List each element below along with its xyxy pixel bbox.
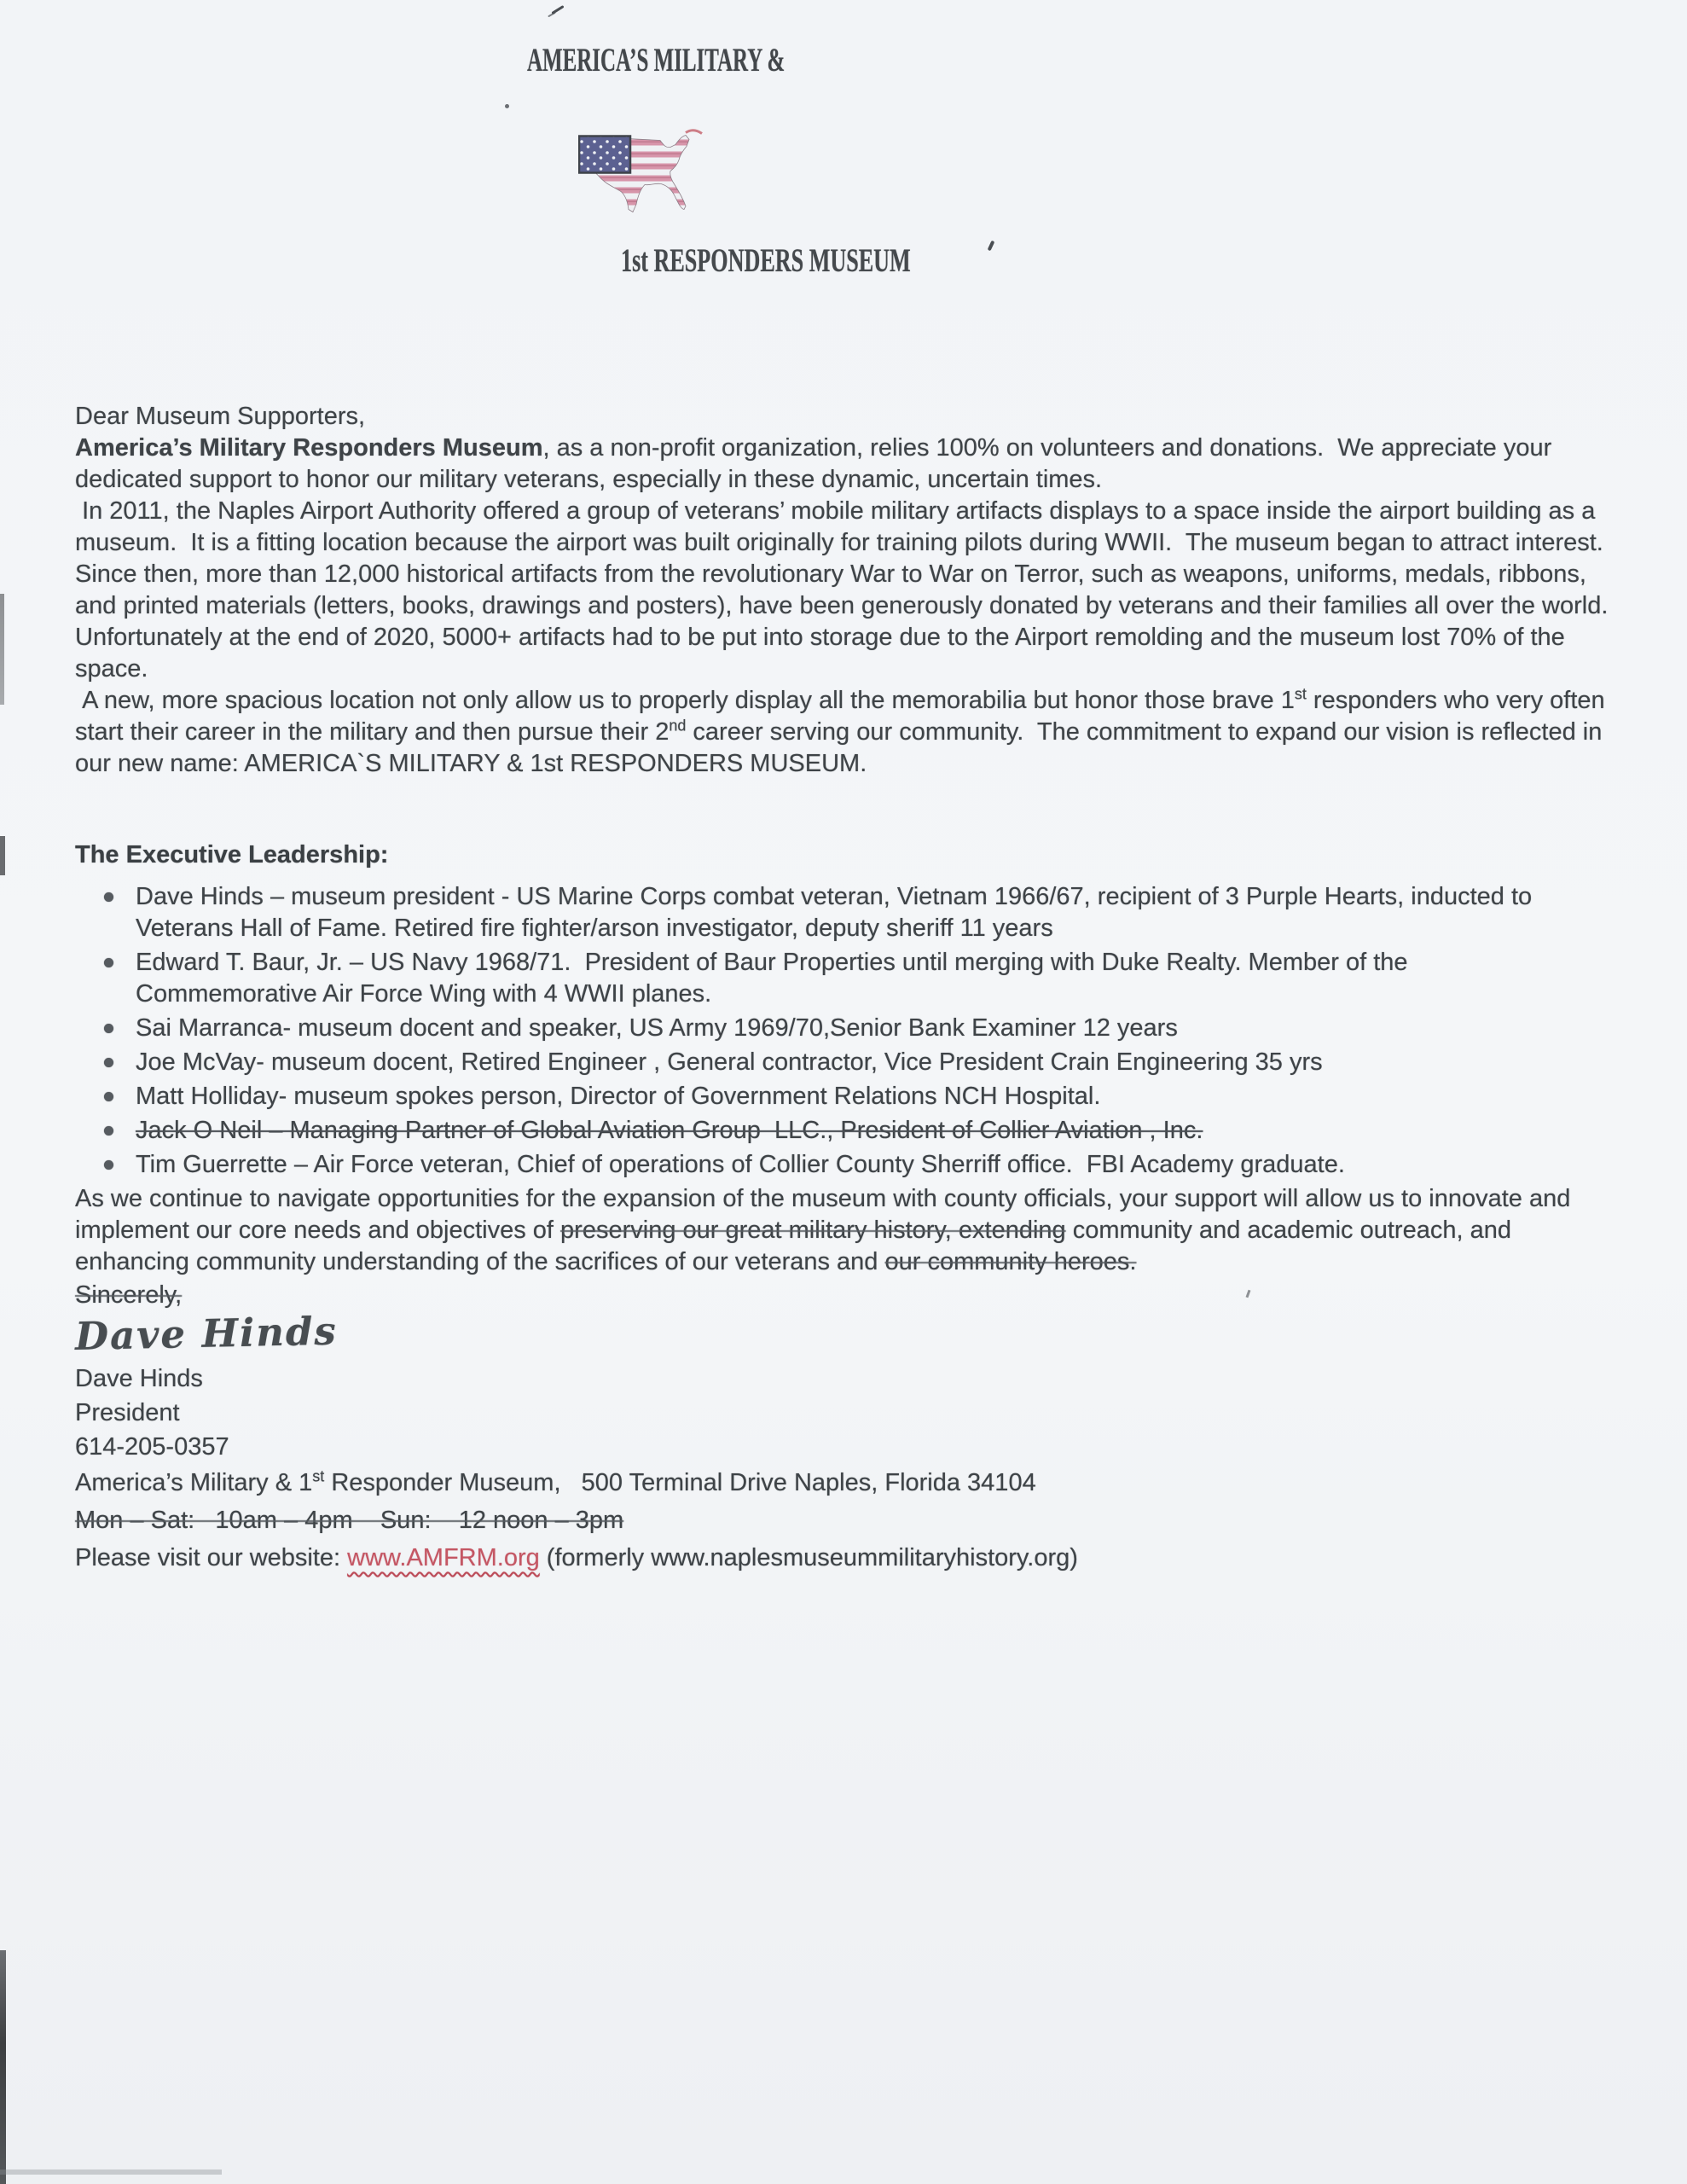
list-item-sai-marranca: Sai Marranca- museum docent and speaker, US Army 1969/70,Senior Bank Examiner 12 years <box>104 1013 1609 1044</box>
superscript-nd: nd <box>669 717 687 735</box>
list-item-dave-hinds: Dave Hinds – museum president - US Marine Corps combat veteran, Vietnam 1966/67, recipient of 3 Purple Hearts, inducted to Veterans Hall of Fame. Retired fire fighter/arson investigator, deputy sheriff 11 years <box>104 881 1609 944</box>
signer-title: President <box>75 1399 180 1426</box>
scan-speck <box>548 12 556 18</box>
letter-title-line2: 1st RESPONDERS MUSEUM <box>621 242 911 279</box>
bullet-icon <box>104 1024 113 1033</box>
list-item-tim-guerrette: Tim Guerrette – Air Force veteran, Chief of operations of Collier County Sherriff office. FBI Academy graduate. <box>104 1149 1609 1181</box>
list-item-jack-o-neil: Jack O Neil – Managing Partner of Global Aviation Group LLC., President of Collier Aviation , Inc. <box>104 1115 1609 1147</box>
bullet-icon <box>104 1058 113 1067</box>
letter-body <box>74 401 1625 1577</box>
list-item-joe-mcvay: Joe McVay- museum docent, Retired Engineer , General contractor, Vice President Crain Engineering 35 yrs <box>104 1047 1609 1078</box>
bullet-icon <box>104 1126 113 1136</box>
us-map-flag-logo <box>578 125 706 220</box>
sincerely-line: Sincerely, <box>75 1281 183 1309</box>
salutation: Dear Museum Supporters, <box>75 403 366 430</box>
struck-phrase: preserving our great military history, extending <box>560 1217 1066 1244</box>
website-link[interactable]: www.AMFRM.org <box>347 1544 540 1571</box>
museum-name-bold: America’s Military Responders Museum <box>75 434 543 462</box>
superscript-st: st <box>1294 685 1307 703</box>
paragraph-closing: As we continue to navigate opportunities for the expansion of the museum with county officials, your support will allow us to innovate and implement our core needs and objectives of preserving our great military history, extending community and academic outreach, and enhancing community understanding of the sacrifices of our veterans and our community heroes. <box>75 1185 1578 1275</box>
scan-edge-artifact <box>0 836 5 875</box>
handwritten-signature: Dave Hinds <box>74 1308 339 1359</box>
paragraph-intro <box>75 433 1609 496</box>
footer-website-line: Please visit our website: www.AMFRM.org (formerly www.naplesmuseummilitaryhistory.org) <box>75 1544 1078 1571</box>
scan-speck <box>988 241 995 252</box>
bullet-icon <box>104 1092 113 1101</box>
leadership-list <box>75 881 1609 1181</box>
list-item-matt-holliday: Matt Holliday- museum spokes person, Director of Government Relations NCH Hospital. <box>104 1081 1609 1112</box>
leadership-heading: The Executive Leadership: <box>75 841 389 868</box>
paragraph-intro-text: , as a non-profit organization, relies 100% on volunteers and donations. We appreciate your dedicated support to honor our military veterans, especially in these dynamic, uncertain times. <box>75 434 1559 493</box>
paragraph-new-location: A new, more spacious location not only allow us to properly display all the memorabilia but honor those brave 1st responders who very often start their career in the military and then pursue their 2nd career serving our community. The commitment to expand our vision is reflected in our new name: AMERICA`S MILITARY & 1st RESPONDERS MUSEUM. <box>75 685 1612 777</box>
flag-canton <box>579 136 630 173</box>
scan-edge-artifact <box>0 2169 222 2175</box>
scan-edge-artifact <box>0 1950 6 2184</box>
signer-phone: 614-205-0357 <box>75 1433 229 1461</box>
signer-name: Dave Hinds <box>75 1365 203 1392</box>
bullet-icon <box>104 958 113 967</box>
bullet-icon <box>104 892 113 902</box>
footer-address-line: America’s Military & 1st Responder Museum, 500 Terminal Drive Naples, Florida 34104 <box>75 1467 1036 1496</box>
letter-title-line1: AMERICA’S MILITARY & <box>527 42 786 78</box>
superscript-st: st <box>312 1467 325 1485</box>
red-pen-artifact <box>686 131 702 134</box>
bullet-icon <box>104 1160 113 1170</box>
letter-footer <box>75 1464 1609 1577</box>
list-item-edward-baur: Edward T. Baur, Jr. – US Navy 1968/71. President of Baur Properties until merging with Duke Realty. Member of the Commemorative Air Force Wing with 4 WWII planes. <box>104 947 1609 1010</box>
scan-edge-artifact <box>0 594 4 705</box>
footer-hours-line: Mon – Sat: 10am – 4pm Sun: 12 noon – 3pm <box>75 1507 624 1534</box>
scan-speck <box>505 104 509 108</box>
struck-phrase: our community heroes. <box>884 1248 1137 1275</box>
signature-block <box>75 1278 1609 1464</box>
paragraph-history: In 2011, the Naples Airport Authority offered a group of veterans’ mobile military artifacts displays to a space inside the airport building as a museum. It is a fitting location because the airport was built originally for training pilots during WWII. The museum began to attract interest. Since then, more than 12,000 historical artifacts from the revolutionary War to War on Terror, such as weapons, uniforms, medals, ribbons, and printed materials (letters, books, drawings and posters), have been generously donated by veterans and their families all over the world. Unfortunately at the end of 2020, 5000+ artifacts had to be put into storage due to the Airport remolding and the museum lost 70% of the space. <box>75 497 1625 682</box>
